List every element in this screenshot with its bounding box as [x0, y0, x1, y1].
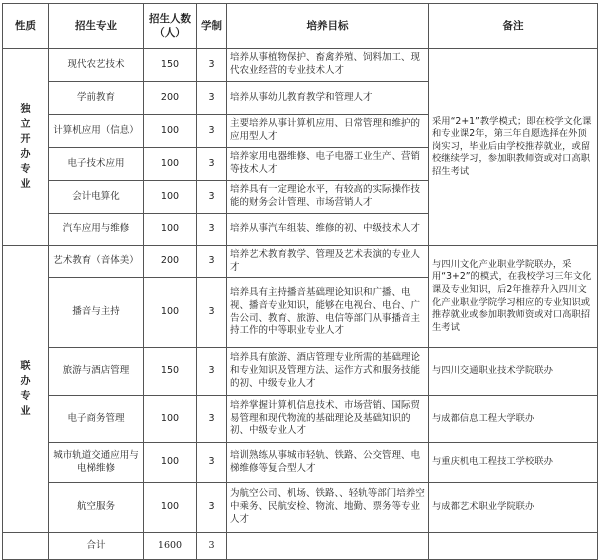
- duration-cell: 3: [197, 49, 227, 82]
- major-cell: 航空服务: [49, 483, 144, 533]
- duration-cell: 3: [197, 115, 227, 148]
- remark-independent: 采用“2+1”教学模式；即在校学文化课和专业课2年，第三年自愿选择在外顶岗实习，毕业后由学校推荐就业，或留校继续学习，参加职教师资或对口高职招生考试: [429, 49, 598, 246]
- table-row: [3, 49, 598, 82]
- quota-cell: 150: [144, 49, 197, 82]
- header-row: [3, 4, 598, 49]
- remark-joint-transport: 与四川交通职业技术学院联办: [429, 348, 598, 396]
- table-row: [3, 443, 598, 483]
- remark-joint-chongqing: 与重庆机电工程技工学校联办: [429, 443, 598, 483]
- table-row: [3, 396, 598, 443]
- header-major: 招生专业: [49, 4, 144, 49]
- goal-cell: 培养从事汽车组装、维修的初、中级技术人才: [227, 214, 429, 246]
- goal-cell: 培养艺术教育教学、管理及艺术表演的专业人才: [227, 246, 429, 278]
- table-row: [3, 348, 598, 396]
- table-row: [3, 246, 598, 278]
- header-goal: 培养目标: [227, 4, 429, 49]
- duration-cell: 3: [197, 348, 227, 396]
- enrollment-table: [2, 3, 598, 560]
- goal-cell: 培养家用电器维修、电子电器工业生产、营销等技术人才: [227, 148, 429, 181]
- header-nature: 性质: [3, 4, 49, 49]
- quota-cell: 100: [144, 483, 197, 533]
- remark-joint-arts: 与成都艺术职业学院联办: [429, 483, 598, 533]
- total-blank: [3, 533, 49, 560]
- goal-cell: 培养具有主持播音基础理论知识和广播、电视、播音专业知识，能够在电视台、电台、广告公司、教育、旅游、电信等部门从事播音主持工作的中等职业专业人才: [227, 278, 429, 348]
- total-row: [3, 533, 598, 560]
- quota-cell: 100: [144, 148, 197, 181]
- duration-cell: 3: [197, 181, 227, 214]
- goal-cell: 培养具有旅游、酒店管理专业所需的基础理论和专业知识及管理方法、运作方式和服务技能的初、中级专业人才: [227, 348, 429, 396]
- major-cell: 学前教育: [49, 82, 144, 115]
- quota-cell: 100: [144, 181, 197, 214]
- quota-cell: 100: [144, 214, 197, 246]
- goal-cell: 培训熟练从事城市轻轨、铁路、公交管理、电梯维修等复合型人才: [227, 443, 429, 483]
- goal-cell: 培养从事幼儿教育教学和管理人才: [227, 82, 429, 115]
- major-cell: 电子商务管理: [49, 396, 144, 443]
- duration-cell: 3: [197, 396, 227, 443]
- major-cell: 计算机应用（信息）: [49, 115, 144, 148]
- duration-cell: 3: [197, 148, 227, 181]
- duration-cell: 3: [197, 278, 227, 348]
- header-quota: 招生人数（人）: [144, 4, 197, 49]
- goal-cell: 培养从事植物保护、畜禽养殖、饲料加工、现代农业经营的专业技术人才: [227, 49, 429, 82]
- table-row: [3, 483, 598, 533]
- remark-joint-sichuan-culture: 与四川文化产业职业学院联办，采用“3+2”的模式，在我校学习三年文化课及专业知识，后2年推荐升入四川文化产业职业学院学习相应的专业知识或推荐就业或参加职教师资或对口高职招生考试: [429, 246, 598, 348]
- quota-cell: 150: [144, 348, 197, 396]
- quota-cell: 100: [144, 443, 197, 483]
- nature-independent: 独立开办专业: [3, 49, 49, 246]
- major-cell: 艺术教育（音体美）: [49, 246, 144, 278]
- major-cell: 电子技术应用: [49, 148, 144, 181]
- header-duration: 学制: [197, 4, 227, 49]
- major-cell: 播音与主持: [49, 278, 144, 348]
- duration-cell: 3: [197, 443, 227, 483]
- total-quota: 1600: [144, 533, 197, 560]
- goal-cell: 主要培养从事计算机应用、日常管理和维护的应用型人才: [227, 115, 429, 148]
- duration-cell: 3: [197, 246, 227, 278]
- duration-cell: 3: [197, 483, 227, 533]
- goal-cell: 培养具有一定理论水平，有较高的实际操作技能的财务会计管理、市场营销人才: [227, 181, 429, 214]
- total-remark-blank: [429, 533, 598, 560]
- major-cell: 城市轨道交通应用与电梯维修: [49, 443, 144, 483]
- quota-cell: 200: [144, 246, 197, 278]
- duration-cell: 3: [197, 82, 227, 115]
- total-goal-blank: [227, 533, 429, 560]
- quota-cell: 100: [144, 115, 197, 148]
- major-cell: 会计电算化: [49, 181, 144, 214]
- duration-cell: 3: [197, 214, 227, 246]
- major-cell: 旅游与酒店管理: [49, 348, 144, 396]
- total-label: 合计: [49, 533, 144, 560]
- nature-joint: 联办专业: [3, 246, 49, 533]
- major-cell: 现代农艺技术: [49, 49, 144, 82]
- remark-joint-info-eng: 与成都信息工程大学联办: [429, 396, 598, 443]
- major-cell: 汽车应用与维修: [49, 214, 144, 246]
- quota-cell: 100: [144, 396, 197, 443]
- total-duration: 3: [197, 533, 227, 560]
- goal-cell: 为航空公司、机场、铁路、、轻轨等部门培养空中乘务、民航安检、物流、地勤、票务等专业人才: [227, 483, 429, 533]
- goal-cell: 培养掌握计算机信息技术、市场营销、国际贸易管理和现代物流的基础理论及基础知识的初、中级专业人才: [227, 396, 429, 443]
- quota-cell: 100: [144, 278, 197, 348]
- quota-cell: 200: [144, 82, 197, 115]
- header-remarks: 备注: [429, 4, 598, 49]
